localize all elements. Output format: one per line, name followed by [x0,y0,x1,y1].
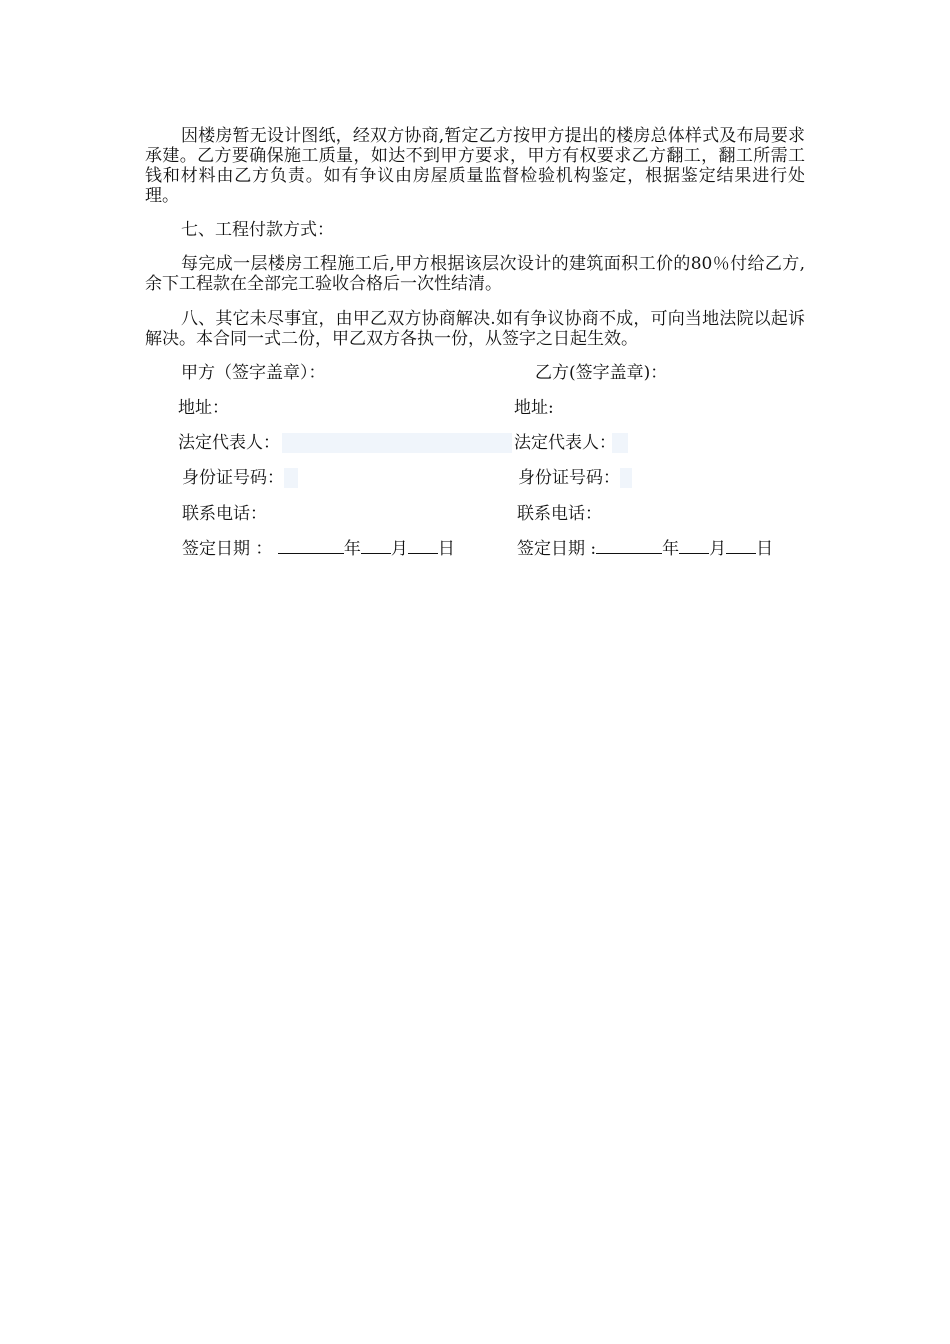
party-b-id-label: 身份证号码： [518,468,620,488]
party-b-address-label: 地址: [514,398,554,418]
party-a-day-label: 日 [437,539,455,559]
party-a-year-label: 年 [343,539,361,559]
party-a-day-blank [408,538,438,554]
party-b-legal-rep-label: 法定代表人： [514,433,616,453]
highlight-band [284,468,298,488]
party-b-month-label: 月 [709,539,727,559]
party-a-address-label: 地址： [178,398,229,418]
party-a-title: 甲方（签字盖章）： [181,363,326,383]
party-a-phone-label: 联系电话： [182,504,267,524]
party-a-legal-rep-label: 法定代表人： [178,433,280,453]
clause-7-heading: 七、工程付款方式： [181,220,334,240]
clause-6-paragraph: 因楼房暂无设计图纸，经双方协商,暂定乙方按甲方提出的楼房总体样式及布局要求承建。乙方要确保施工质量，如达不到甲方要求，甲方有权要求乙方翻工，翻工所需工钱和材料由乙方负责。如有争议由房屋质量监督检验机构鉴定，根据鉴定结果进行处理。 [145,126,805,206]
party-b-year-label: 年 [662,539,680,559]
clause-7-paragraph: 每完成一层楼房工程施工后,甲方根据该层次设计的建筑面积工价的80％付给乙方,余下工程款在全部完工验收合格后一次性结清。 [145,254,805,294]
party-b-date-line [517,538,773,559]
party-b-year-blank [596,538,662,554]
party-a-date-label: 签定日期 ： [182,539,273,559]
party-b-month-blank [679,538,709,554]
clause-8-paragraph: 八、其它未尽事宜，由甲乙双方协商解决.如有争议协商不成，可向当地法院以起诉解决。本合同一式二份，甲乙双方各执一份，从签字之日起生效。 [145,309,805,349]
party-b-phone-label: 联系电话： [517,504,602,524]
highlight-band [282,433,512,453]
party-b-date-label: 签定日期 : [517,539,597,559]
party-a-month-label: 月 [390,539,408,559]
party-b-day-blank [726,538,756,554]
party-a-date-line [182,538,455,559]
party-b-title: 乙方(签字盖章)： [535,363,668,383]
highlight-band [620,468,632,488]
party-b-day-label: 日 [756,539,774,559]
party-a-id-label: 身份证号码： [182,468,284,488]
party-a-month-blank [361,538,391,554]
party-a-year-blank [278,538,344,554]
